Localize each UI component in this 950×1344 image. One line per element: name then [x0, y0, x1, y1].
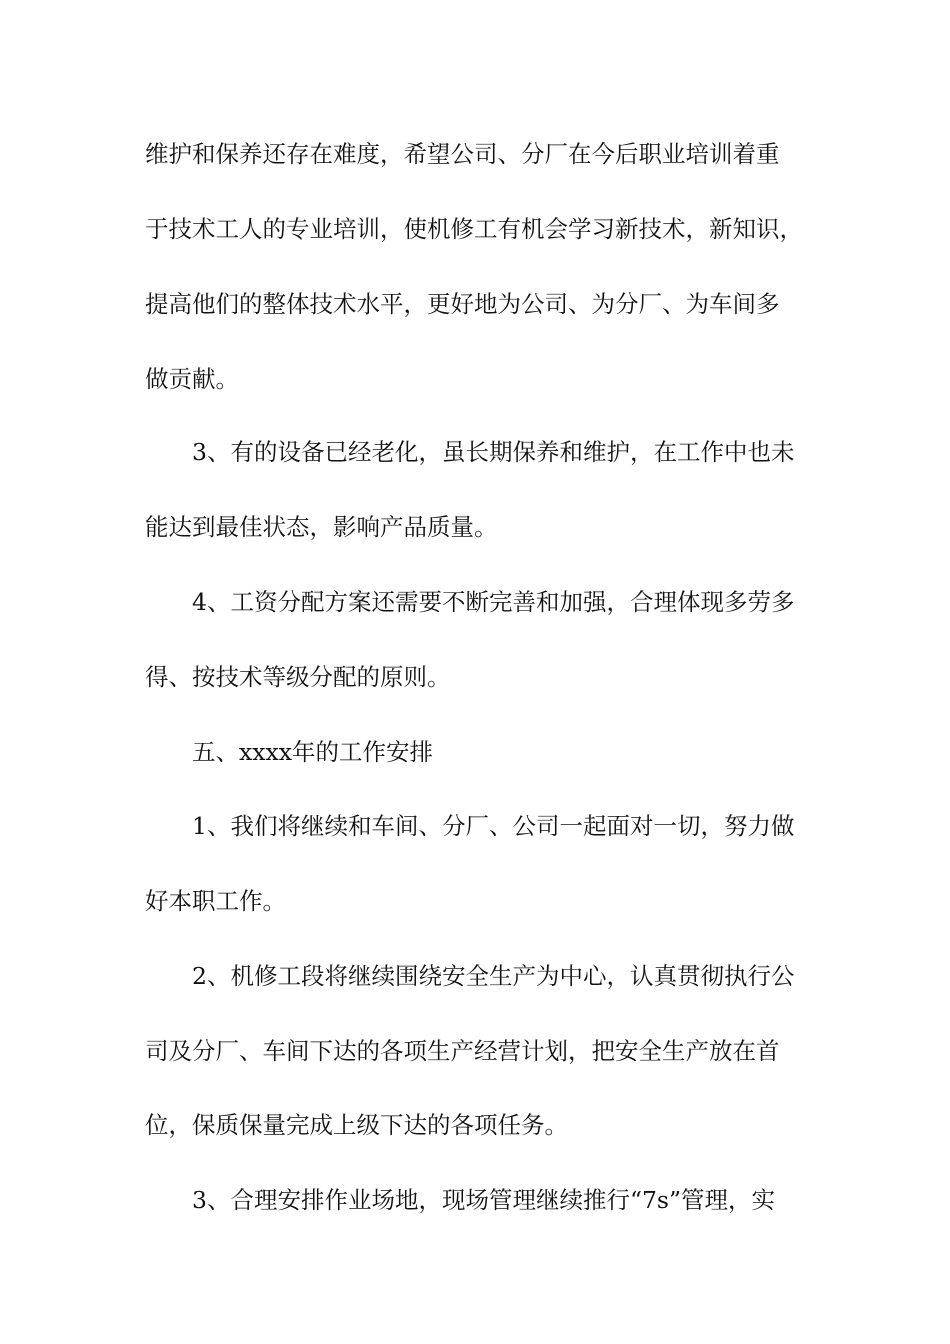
text-line: 1、我们将继续和车间、分厂、公司一起面对一切，努力做	[192, 812, 795, 840]
text-line: 提高他们的整体技术水平，更好地为公司、为分厂、为车间多	[145, 290, 780, 318]
text-line: 于技术工人的专业培训，使机修工有机会学习新技术，新知识，	[145, 215, 803, 243]
section-heading: 五、xxxx年的工作安排	[192, 738, 434, 766]
text-line: 司及分厂、车间下达的各项生产经营计划，把安全生产放在首	[145, 1037, 780, 1065]
text-line: 3、合理安排作业场地，现场管理继续推行“7s”管理，实	[192, 1186, 775, 1214]
text-line: 2、机修工段将继续围绕安全生产为中心，认真贯彻执行公	[192, 962, 795, 990]
text-line: 能达到最佳状态，影响产品质量。	[145, 513, 498, 541]
text-line: 3、有的设备已经老化，虽长期保养和维护，在工作中也未	[192, 438, 795, 466]
text-line: 维护和保养还存在难度，希望公司、分厂在今后职业培训着重	[145, 140, 780, 168]
text-line: 位，保质保量完成上级下达的各项任务。	[145, 1111, 568, 1139]
text-line: 4、工资分配方案还需要不断完善和加强，合理体现多劳多	[192, 588, 795, 616]
text-line: 做贡献。	[145, 365, 239, 393]
text-line: 好本职工作。	[145, 887, 286, 915]
text-line: 得、按技术等级分配的原则。	[145, 663, 451, 691]
